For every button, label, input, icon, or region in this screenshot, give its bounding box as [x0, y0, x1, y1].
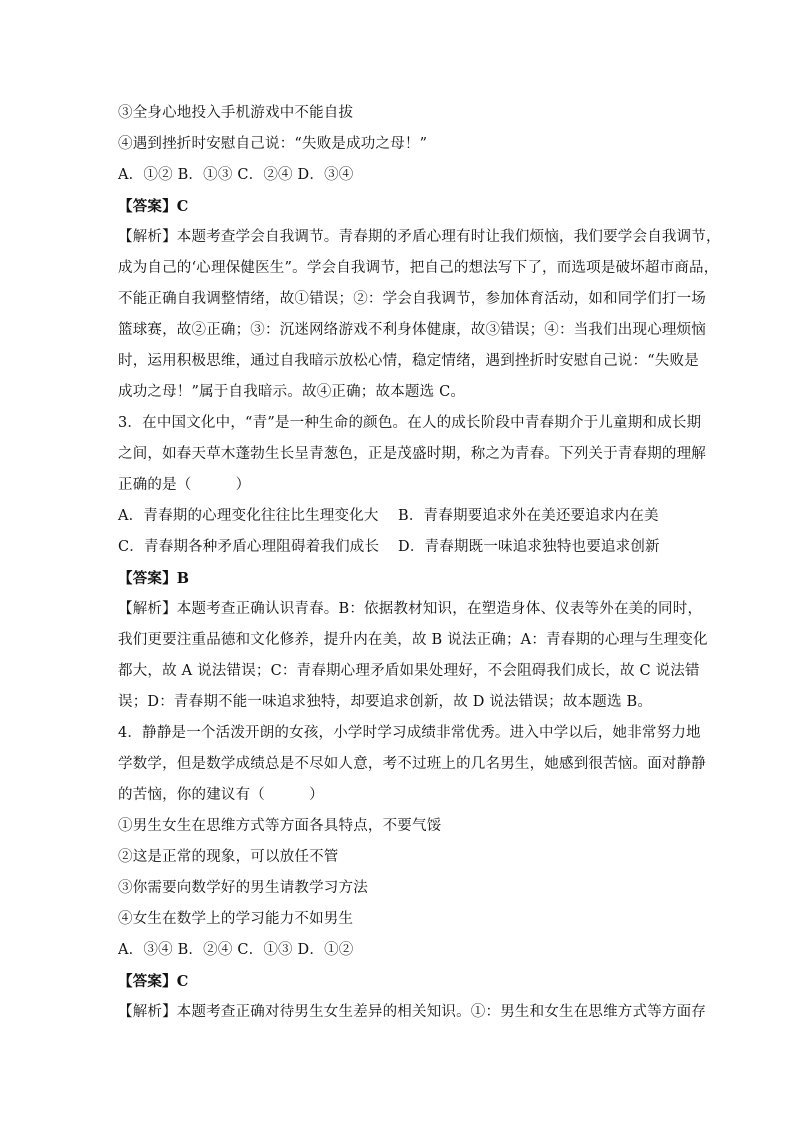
option-item-4: ④遇到挫折时安慰自己说：“失败是成功之母！”: [118, 136, 428, 152]
option-c: C．青春期各种矛盾心理阻碍着我们成长: [118, 539, 380, 555]
analysis-line: 成为自己的‘心理保健医生”。学会自我调节，把自己的想法写下了，而选项是破坏超市商品，: [118, 260, 719, 276]
analysis-line: 都大，故 A 说法错误；C：青春期心理矛盾如果处理好，不会阻碍我们成长，故 C 说法错: [118, 663, 700, 679]
analysis-line: 成功之母！”属于自我暗示。故④正确；故本题选 C。: [118, 384, 466, 400]
option-item-4: ④女生在数学上的学习能力不如男生: [118, 911, 354, 927]
analysis-line: 篮球赛，故②正确；③：沉迷网络游戏不利身体健康，故③错误；④：当我们出现心理烦恼: [118, 322, 706, 338]
answer-label: 【答案】C: [118, 198, 189, 215]
page-content: [118, 98, 721, 1028]
option-item-1: ①男生女生在思维方式等方面各具特点，不要气馁: [118, 818, 442, 834]
option-item-2: ②这是正常的现象，可以放任不管: [118, 849, 339, 865]
analysis-line: 【解析】本题考查正确认识青春。B：依据教材知识，在塑造身体、仪表等外在美的同时，: [118, 601, 703, 617]
option-item-3: ③全身心地投入手机游戏中不能自拔: [118, 105, 354, 121]
answer-label: 【答案】C: [118, 973, 189, 990]
analysis-line: 【解析】本题考查学会自我调节。青春期的矛盾心理有时让我们烦恼，我们要学会自我调节，: [118, 229, 721, 245]
analysis-line: 【解析】本题考查正确对待男生女生差异的相关知识。①：男生和女生在思维方式等方面存: [118, 1004, 706, 1020]
option-a: A．青春期的心理变化往往比生理变化大: [118, 508, 379, 524]
analysis-line: 时，运用积极思维，通过自我暗示放松心情，稳定情绪，遇到挫折时安慰自己说：“失败是: [118, 353, 699, 369]
options-row: [118, 501, 678, 532]
question-3-text: 3．在中国文化中，“青”是一种生命的颜色。在人的成长阶段中青春期介于儿童期和成长期: [118, 415, 702, 431]
choice-options: A．①② B．①③ C．②④ D．③④: [118, 167, 354, 183]
option-d: D．青春期既一味追求独特也要追求创新: [398, 539, 660, 555]
choice-options: A．③④ B．②④ C．①③ D．①②: [118, 942, 354, 958]
analysis-line: 误；D：青春期不能一味追求独特，却要追求创新，故 D 说法错误；故本题选 B。: [118, 694, 653, 710]
question-4-text: 的苦恼，你的建议有（ ）: [118, 787, 324, 803]
analysis-line: 我们更要注重品德和文化修养，提升内在美，故 B 说法正确；A：青春期的心理与生理变化: [118, 632, 708, 648]
answer-label: 【答案】B: [118, 570, 190, 587]
question-4-text: 4．静静是一个活泼开朗的女孩，小学时学习成绩非常优秀。进入中学以后，她非常努力地: [118, 725, 701, 741]
question-3-text: 之间，如春天草木蓬勃生长呈青葱色，正是茂盛时期，称之为青春。下列关于青春期的理解: [118, 446, 706, 462]
option-item-3: ③你需要向数学好的男生请教学习方法: [118, 880, 368, 896]
analysis-line: 不能正确自我调整情绪，故①错误；②：学会自我调节，参加体育活动，如和同学们打一场: [118, 291, 706, 307]
option-b: B．青春期要追求外在美还要追求内在美: [398, 508, 659, 524]
question-4-text: 学数学，但是数学成绩总是不尽如人意，考不过班上的几名男生，她感到很苦恼。面对静静: [118, 756, 706, 772]
question-3-text: 正确的是（ ）: [118, 477, 251, 493]
options-row: [118, 532, 678, 563]
